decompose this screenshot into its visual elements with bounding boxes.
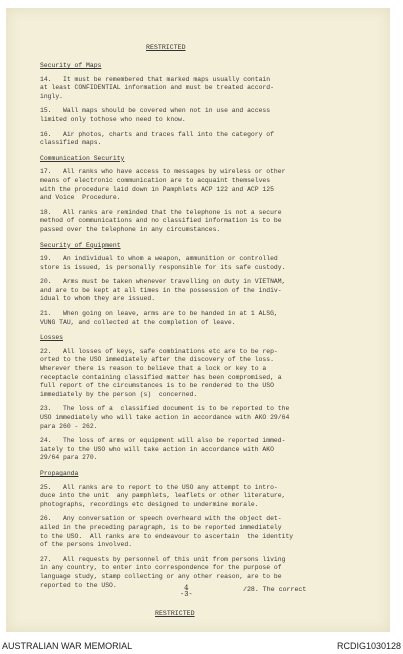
paragraph-line: classified maps. xyxy=(40,139,102,147)
paragraph xyxy=(40,278,358,304)
paragraph-line: 17. All ranks who have access to messages by wireless or other xyxy=(40,168,286,176)
paragraph-line: immediately by the person (s) concerned. xyxy=(40,390,198,398)
paragraph-line: passed over the telephone in any circumstances. xyxy=(40,225,221,233)
paragraph-line: at least CONFIDENTIAL information and must be treated accord- xyxy=(40,84,274,92)
section-heading: Losses xyxy=(40,334,64,342)
paragraph-line: duce into the unit any pamphlets, leaflets or other literature, xyxy=(40,492,286,500)
paragraph xyxy=(40,107,358,124)
section-heading: Propaganda xyxy=(40,469,79,477)
paragraph-line: 14. It must be remembered that marked maps usually contain xyxy=(40,75,271,83)
paragraph-line: ailed in the preceding paragraph, is to be reported immediately xyxy=(40,523,282,531)
paragraph-line: and Voice Procedure. xyxy=(40,194,121,202)
paragraph xyxy=(40,484,358,510)
paragraph-line: with the procedure laid down in Pamphlets ACP 122 and ACP 125 xyxy=(40,185,274,193)
paragraph-line: 22. All losses of keys, safe combinations etc are to be rep- xyxy=(40,347,278,355)
paragraph-line: 20. Arms must be taken whenever travelling on duty in VIETNAM, xyxy=(40,278,286,286)
paragraph-line: orted to the USO immediately after the discovery of the loss. xyxy=(40,356,274,364)
paragraph-line: para 260 - 262. xyxy=(40,422,98,430)
paragraph xyxy=(40,405,358,431)
section-heading: Security of Maps xyxy=(40,62,102,69)
paragraph-line: 18. All ranks are reminded that the telephone is not a secure xyxy=(40,208,282,216)
paragraph xyxy=(40,348,358,400)
paragraph xyxy=(40,515,358,549)
paragraph xyxy=(40,310,358,327)
paragraph-line: in any country, to enter into correspondence for the purpose of xyxy=(40,564,282,572)
page-number-handwritten: 4 xyxy=(184,584,189,592)
paragraph-line: photographs, recordings etc designed to undermine morale. xyxy=(40,500,259,508)
paragraph-line: 25. All ranks are to report to the USO any attempt to intro- xyxy=(40,483,278,491)
paragraph-line: USO immediately who will take action in accordance with AKO 29/64 xyxy=(40,414,290,421)
paragraph xyxy=(40,437,358,463)
paragraph-line: of the persons involved. xyxy=(40,541,133,549)
paragraph-line: 15. Wall maps should be covered when not in use and access xyxy=(40,107,271,115)
paragraph-line: full report of the circumstances is to be rendered to the USO xyxy=(40,382,274,390)
caption-right: RCDIG1030128 xyxy=(336,641,401,651)
paragraph-line: iately to the USO who will take action in accordance with AKO xyxy=(40,445,274,453)
paragraph-line: means of electronic communication are to acquaint themselves xyxy=(40,176,271,184)
paragraph-line: VUNG TAU, and collected at the completion of leave. xyxy=(40,318,236,326)
paragraph-line: limited only tothose who need to know. xyxy=(40,115,186,123)
paragraph-line: 26. Any conversation or speech overheard with the object det- xyxy=(40,515,282,523)
paragraph-line: 16. Air photos, charts and traces fall into the category of xyxy=(40,130,274,138)
classification-header: RESTRICTED xyxy=(146,44,186,51)
paragraph xyxy=(40,556,358,590)
paragraph-line: 23. The loss of a classified document is to be reported to the xyxy=(40,405,290,413)
classification-footer: RESTRICTED xyxy=(155,610,195,617)
paragraph xyxy=(40,209,358,235)
section-heading: Security of Equipment xyxy=(40,241,121,249)
paragraph-line: 27. All requests by personnel of this unit from persons living xyxy=(40,555,286,563)
paragraph-line: Wherever there is reason to believe that a lock or key to a xyxy=(40,365,267,373)
paragraph-line: ingly. xyxy=(40,92,64,100)
paragraph-line: language study, stamp collecting or any other reason, are to be xyxy=(40,572,282,580)
paragraph-line: 21. When going on leave, arms are to be handed in at 1 ALSG, xyxy=(40,310,278,318)
paragraph xyxy=(40,168,358,202)
archive-caption xyxy=(0,640,403,654)
page-number xyxy=(180,586,193,599)
paragraph-line: store is issued, is personally responsible for its safe custody. xyxy=(40,263,286,271)
paragraph-line: idual to whom they are issued. xyxy=(40,295,156,303)
paragraph-line: 24. The loss of arms or equipment will also be reported immed- xyxy=(40,437,286,445)
page-number-typed: -3- xyxy=(180,591,193,599)
paragraph-line: receptacle containing classified matter has been compromised, a xyxy=(40,373,282,381)
paragraph-line: to the USO. All ranks are to endeavour to ascertain the identity xyxy=(40,532,294,540)
continuation-reference: /28. The correct xyxy=(243,586,307,593)
paragraph xyxy=(40,255,358,272)
document-body xyxy=(40,44,358,596)
paragraph-line: method of communications and no classified information is to be xyxy=(40,217,282,225)
paragraph-line: 19. An individual to whom a weapon, ammunition or controlled xyxy=(40,255,278,263)
paragraph-line: and are to be kept at all times in the possession of the indiv- xyxy=(40,286,282,294)
paragraph xyxy=(40,76,358,102)
caption-left: AUSTRALIAN WAR MEMORIAL xyxy=(2,641,133,651)
paragraph xyxy=(40,131,358,148)
section-heading: Communication Security xyxy=(40,154,125,162)
paragraph-line: reported to the USO. xyxy=(40,581,117,589)
paragraph-line: 29/64 para 270. xyxy=(40,454,98,462)
